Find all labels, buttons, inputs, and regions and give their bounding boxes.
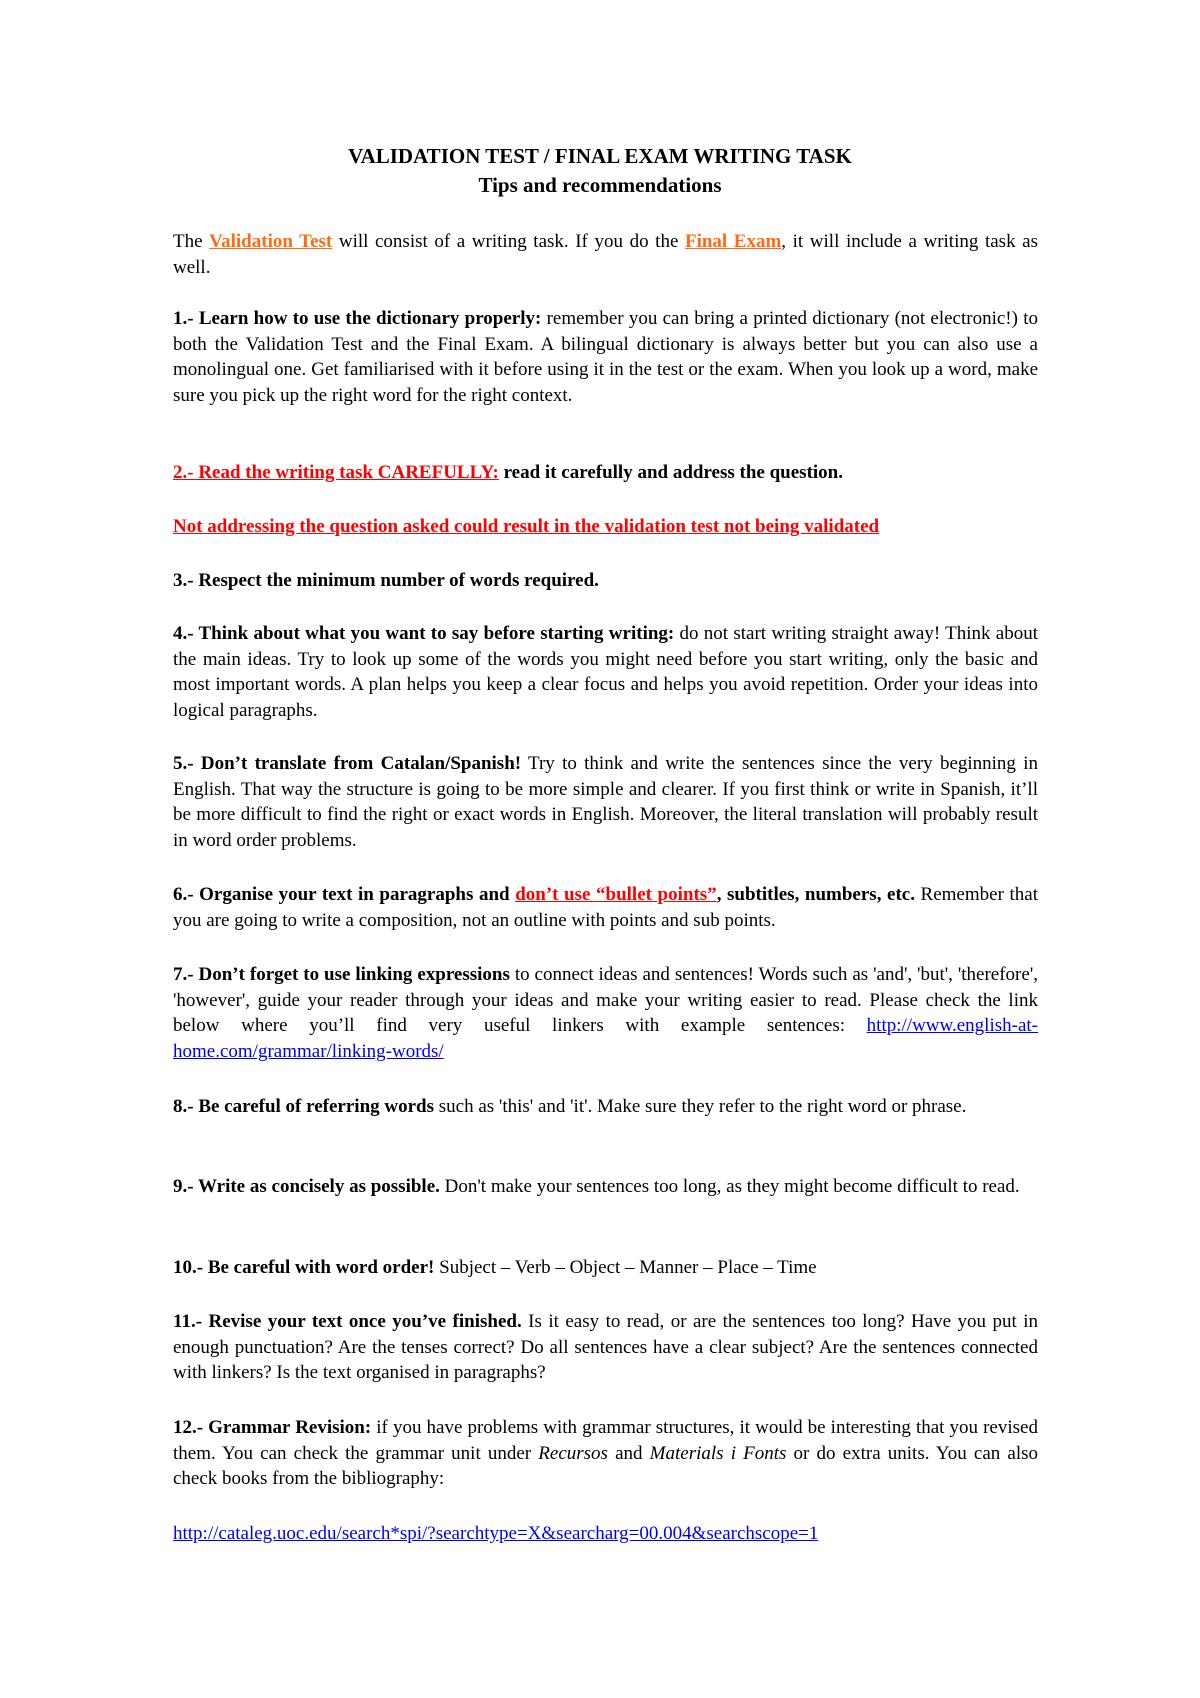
page-title: VALIDATION TEST / FINAL EXAM WRITING TASK bbox=[348, 144, 852, 168]
header bbox=[0, 142, 1200, 200]
tip-12-body-1: if you have problems with grammar structures, it would be interesting that you revised them. You can check the grammar unit under bbox=[173, 1417, 1038, 1464]
linking-words-link[interactable]: http://www.english-at-home.com/grammar/linking-words/ bbox=[173, 1015, 1038, 1062]
tip-10-body: Subject – Verb – Object – Manner – Place – Time bbox=[434, 1257, 817, 1278]
tip-7 bbox=[173, 962, 1038, 1064]
tip-1-heading: 1.- Learn how to use the dictionary properly: bbox=[173, 308, 542, 329]
tip-10-heading: 10.- Be careful with word order! bbox=[173, 1257, 435, 1278]
tip-4 bbox=[173, 621, 1038, 723]
tip-9-heading: 9.- Write as concisely as possible. bbox=[173, 1176, 440, 1197]
tip-4-heading: 4.- Think about what you want to say before starting writing: bbox=[173, 623, 675, 644]
tip-12-emphasis-1: Recursos bbox=[538, 1442, 608, 1464]
warning-text: Not addressing the question asked could result in the validation test not being validated bbox=[173, 516, 880, 537]
tip-7-body: to connect ideas and sentences! Words such as 'and', 'but', 'therefore', 'however', guide your reader through your ideas and make your writing easier to read. Please check the link below where you’ll find very useful linkers with example sentences: bbox=[173, 964, 1038, 1036]
tip-11-heading: 11.- Revise your text once you’ve finished. bbox=[173, 1311, 522, 1332]
final-exam-link[interactable]: Final Exam bbox=[684, 231, 782, 252]
intro-text-3: , it will include a writing task as well. bbox=[173, 231, 1038, 278]
tip-2-heading: 2.- Read the writing task CAREFULLY: bbox=[173, 462, 499, 483]
tip-1-body: remember you can bring a printed dictionary (not electronic!) to both the Validation Test and the Final Exam. A bilingual dictionary is always better but you can also use a monolingual one. Get familiarised with it before using it in the test or the exam. When you look up a word, make sure you pick up the right word for the right context. bbox=[173, 308, 1038, 406]
tip-2 bbox=[173, 460, 1038, 486]
tip-8-heading: 8.- Be careful of referring words bbox=[173, 1096, 434, 1117]
validation-test-link[interactable]: Validation Test bbox=[209, 231, 333, 252]
tip-3 bbox=[173, 568, 1038, 594]
tip-6 bbox=[173, 882, 1038, 933]
tip-5-heading: 5.- Don’t translate from Catalan/Spanish! bbox=[173, 753, 522, 774]
page-subtitle: Tips and recommendations bbox=[478, 173, 722, 197]
tip-12-body-2: or do extra units. You can also check books from the bibliography: bbox=[173, 1442, 1038, 1489]
tip-9-body: Don't make your sentences too long, as they might become difficult to read. bbox=[439, 1176, 1020, 1197]
tip-1 bbox=[173, 306, 1038, 408]
tip-9 bbox=[173, 1174, 1038, 1200]
tip-12-mid: and bbox=[607, 1442, 650, 1464]
final-link-paragraph bbox=[173, 1521, 1038, 1547]
tip-12-heading: 12.- Grammar Revision: bbox=[173, 1417, 372, 1438]
tip-6-tail: , subtitles, numbers, etc. bbox=[716, 884, 915, 905]
tip-4-body: do not start writing straight away! Think about the main ideas. Try to look up some of the words you might need before you start writing, only the basic and most important words. A plan helps you keep a clear focus and helps you avoid repetition. Order your ideas into logical paragraphs. bbox=[173, 623, 1038, 721]
tip-11 bbox=[173, 1309, 1038, 1386]
tip-7-heading: 7.- Don’t forget to use linking expressions bbox=[173, 964, 510, 985]
tip-8 bbox=[173, 1094, 1038, 1120]
tip-6-body: Remember that you are going to write a composition, not an outline with points and sub points. bbox=[173, 884, 1038, 931]
tip-6-red-text: don’t use “bullet points” bbox=[515, 884, 717, 905]
intro-text-1: The bbox=[173, 231, 210, 252]
intro-text-2: will consist of a writing task. If you do the bbox=[332, 231, 685, 252]
catalog-search-link[interactable]: http://cataleg.uoc.edu/search*spi/?searchtype=X&searcharg=00.004&searchscope=1 bbox=[173, 1523, 819, 1544]
tip-5 bbox=[173, 751, 1038, 853]
tip-8-body: such as 'this' and 'it'. Make sure they refer to the right word or phrase. bbox=[434, 1096, 967, 1117]
tip-10 bbox=[173, 1255, 1038, 1281]
warning-paragraph bbox=[173, 514, 1038, 540]
intro-paragraph bbox=[173, 229, 1038, 280]
tip-5-body: Try to think and write the sentences since the very beginning in English. That way the structure is going to be more simple and clearer. If you first think or write in Spanish, it’ll be more difficult to find the right or exact words in English. Moreover, the literal translation will probably result in word order problems. bbox=[173, 753, 1038, 851]
tip-2-body: read it carefully and address the question. bbox=[498, 462, 843, 483]
tip-3-heading: 3.- Respect the minimum number of words required. bbox=[173, 570, 599, 591]
tip-11-body: Is it easy to read, or are the sentences too long? Have you put in enough punctuation? Are the tenses correct? Do all sentences have a clear subject? Are the sentences connected with linkers? Is the text organised in paragraphs? bbox=[173, 1311, 1038, 1383]
tip-12-emphasis-2: Materials i Fonts bbox=[649, 1442, 787, 1464]
tip-12 bbox=[173, 1415, 1038, 1492]
tip-6-heading: 6.- Organise your text in paragraphs and bbox=[173, 884, 516, 905]
